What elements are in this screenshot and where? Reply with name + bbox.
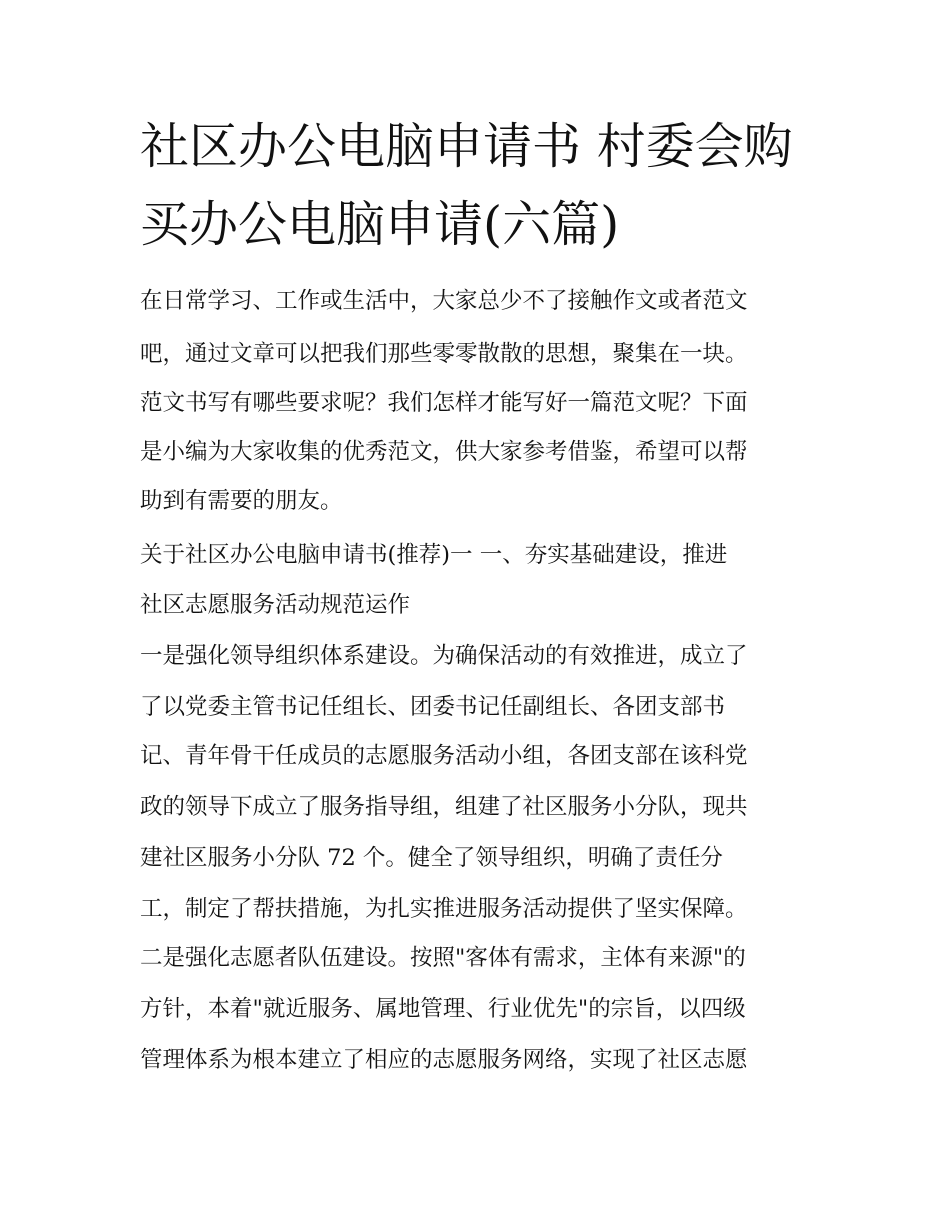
section-heading-line-1: 关于社区办公电脑申请书(推荐)一 一、夯实基础建设，推进 [140, 542, 728, 568]
paragraph-2-line-2: 方针，本着"就近服务、属地管理、行业优先"的宗旨，以四级 [140, 996, 746, 1022]
intro-line-1: 在日常学习、工作或生活中，大家总少不了接触作文或者范文 [140, 288, 748, 314]
paragraph-1-line-2: 了以党委主管书记任组长、团委书记任副组长、各团支部书 [140, 694, 726, 720]
document-title-line-2: 买办公电脑申请(六篇) [140, 196, 620, 253]
paragraph-1-line-1: 一是强化领导组织体系建设。为确保活动的有效推进，成立了 [140, 643, 748, 669]
intro-line-3: 范文书写有哪些要求呢？我们怎样才能写好一篇范文呢？下面 [140, 390, 748, 416]
document-title-line-1: 社区办公电脑申请书 村委会购 [140, 118, 793, 175]
paragraph-1-line-3: 记、青年骨干任成员的志愿服务活动小组，各团支部在该科党 [140, 743, 748, 769]
intro-line-2: 吧，通过文章可以把我们那些零零散散的思想，聚集在一块。 [140, 341, 748, 367]
section-heading-line-2: 社区志愿服务活动规范运作 [140, 592, 411, 618]
paragraph-1-line-4: 政的领导下成立了服务指导组，组建了社区服务小分队，现共 [140, 794, 748, 820]
intro-line-4: 是小编为大家收集的优秀范文，供大家参考借鉴，希望可以帮 [140, 439, 748, 465]
intro-line-5: 助到有需要的朋友。 [140, 488, 343, 514]
paragraph-2-line-3: 管理体系为根本建立了相应的志愿服务网络，实现了社区志愿 [140, 1047, 748, 1073]
paragraph-1-line-6: 工，制定了帮扶措施，为扎实推进服务活动提供了坚实保障。 [140, 896, 748, 922]
paragraph-2-line-1: 二是强化志愿者队伍建设。按照"客体有需求，主体有来源"的 [140, 945, 746, 971]
paragraph-1-line-5: 建社区服务小分队 72 个。健全了领导组织，明确了责任分 [140, 845, 723, 871]
